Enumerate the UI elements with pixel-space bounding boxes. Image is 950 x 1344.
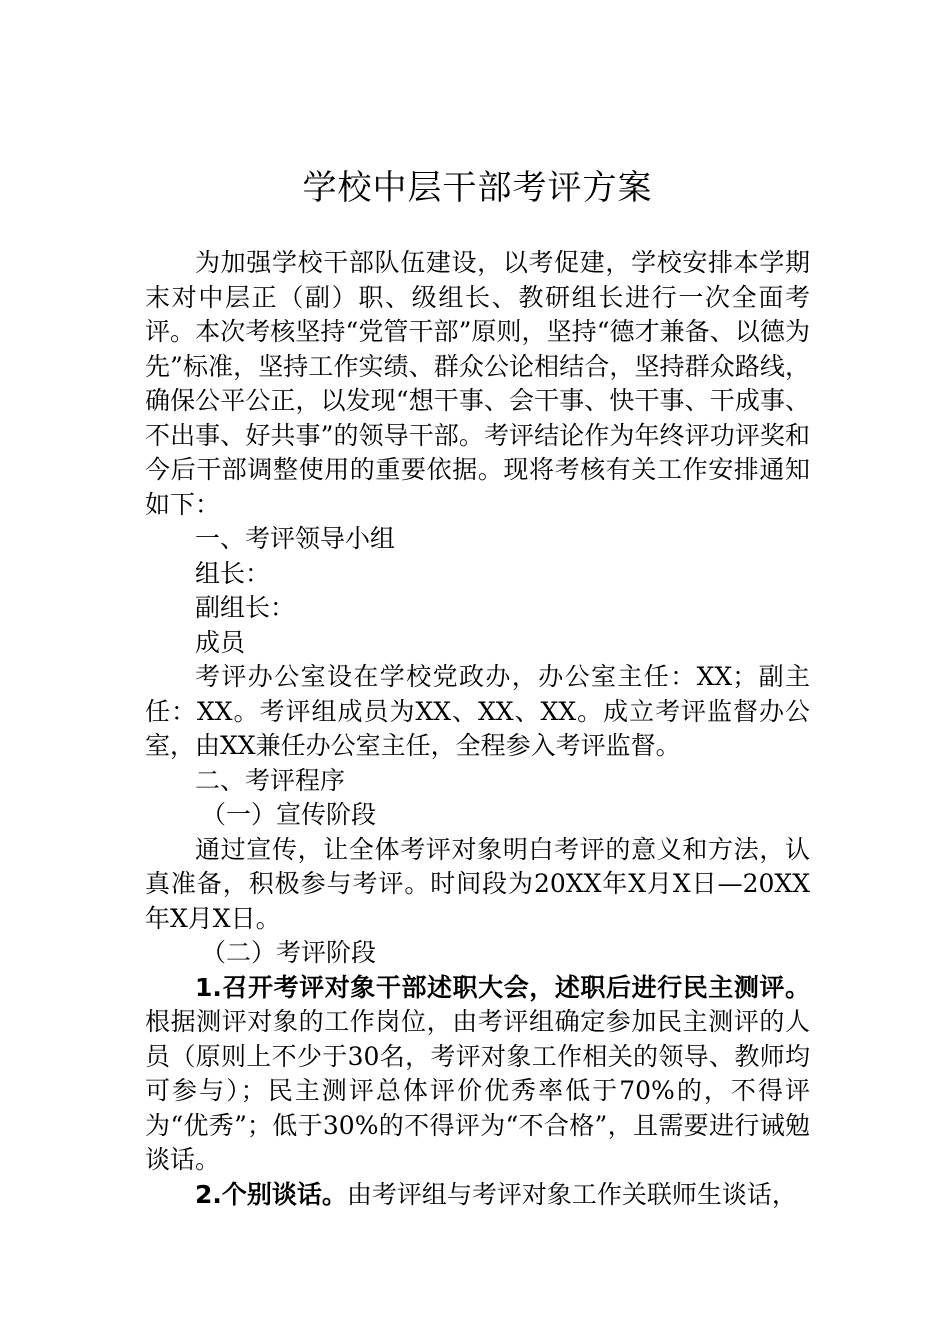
- section2-heading: 二、考评程序: [195, 765, 346, 795]
- stage1-heading: （一）宣传阶段: [201, 800, 377, 829]
- item1-title: 1.召开考评对象干部述职大会，述职后进行民主测评。: [195, 972, 810, 1002]
- members-line: 成员: [195, 627, 246, 657]
- item2-text: 由考评组与考评对象工作关联师生谈话，: [346, 1179, 797, 1209]
- document-page: [145, 160, 810, 1212]
- item2-title: 2.个别谈话。: [195, 1179, 347, 1209]
- office-paragraph: 考评办公室设在学校党政办，办公室主任：XX；副主任：XX。考评组成员为XX、XX、XX。成立考评监督办公室，由XX兼任办公室主任，全程参入考评监督。: [145, 662, 810, 760]
- leader-line: 组长：: [195, 558, 271, 588]
- item1-paragraph: [145, 971, 810, 1178]
- stage2-heading: （二）考评阶段: [201, 938, 377, 967]
- section1-heading: 一、考评领导小组: [195, 524, 396, 553]
- stage1-paragraph: 通过宣传，让全体考评对象明白考评的意义和方法，认真准备，积极参与考评。时间段为20XX年X月X日—20XX年X月X日。: [145, 834, 810, 933]
- deputy-leader-line: 副组长：: [195, 593, 296, 622]
- intro-paragraph: 为加强学校干部队伍建设，以考促建，学校安排本学期末对中层正（副）职、级组长、教研组长进行一次全面考评。本次考核坚持“党管干部”原则，坚持“德才兼备、以德为先”标准，坚持工作实绩、群众公论相结合，坚持群众路线，确保公平公正，以发现“想干事、会干事、快干事、干成事、不出事、好共事”的领导干部。考评结论作为年终评功评奖和今后干部调整使用的重要依据。现将考核有关工作安排通知如下：: [145, 248, 810, 519]
- item1-text: 根据测评对象的工作岗位，由考评组确定参加民主测评的人员（原则上不少于30名，考评对象工作相关的领导、教师均可参与）；民主测评总体评价优秀率低于70%的，不得评为“优秀”；低于30%的不得评为“不合格”，且需要进行诫勉谈话。: [145, 1007, 810, 1174]
- document-title: 学校中层干部考评方案: [302, 168, 653, 208]
- item2-paragraph: [145, 1178, 810, 1213]
